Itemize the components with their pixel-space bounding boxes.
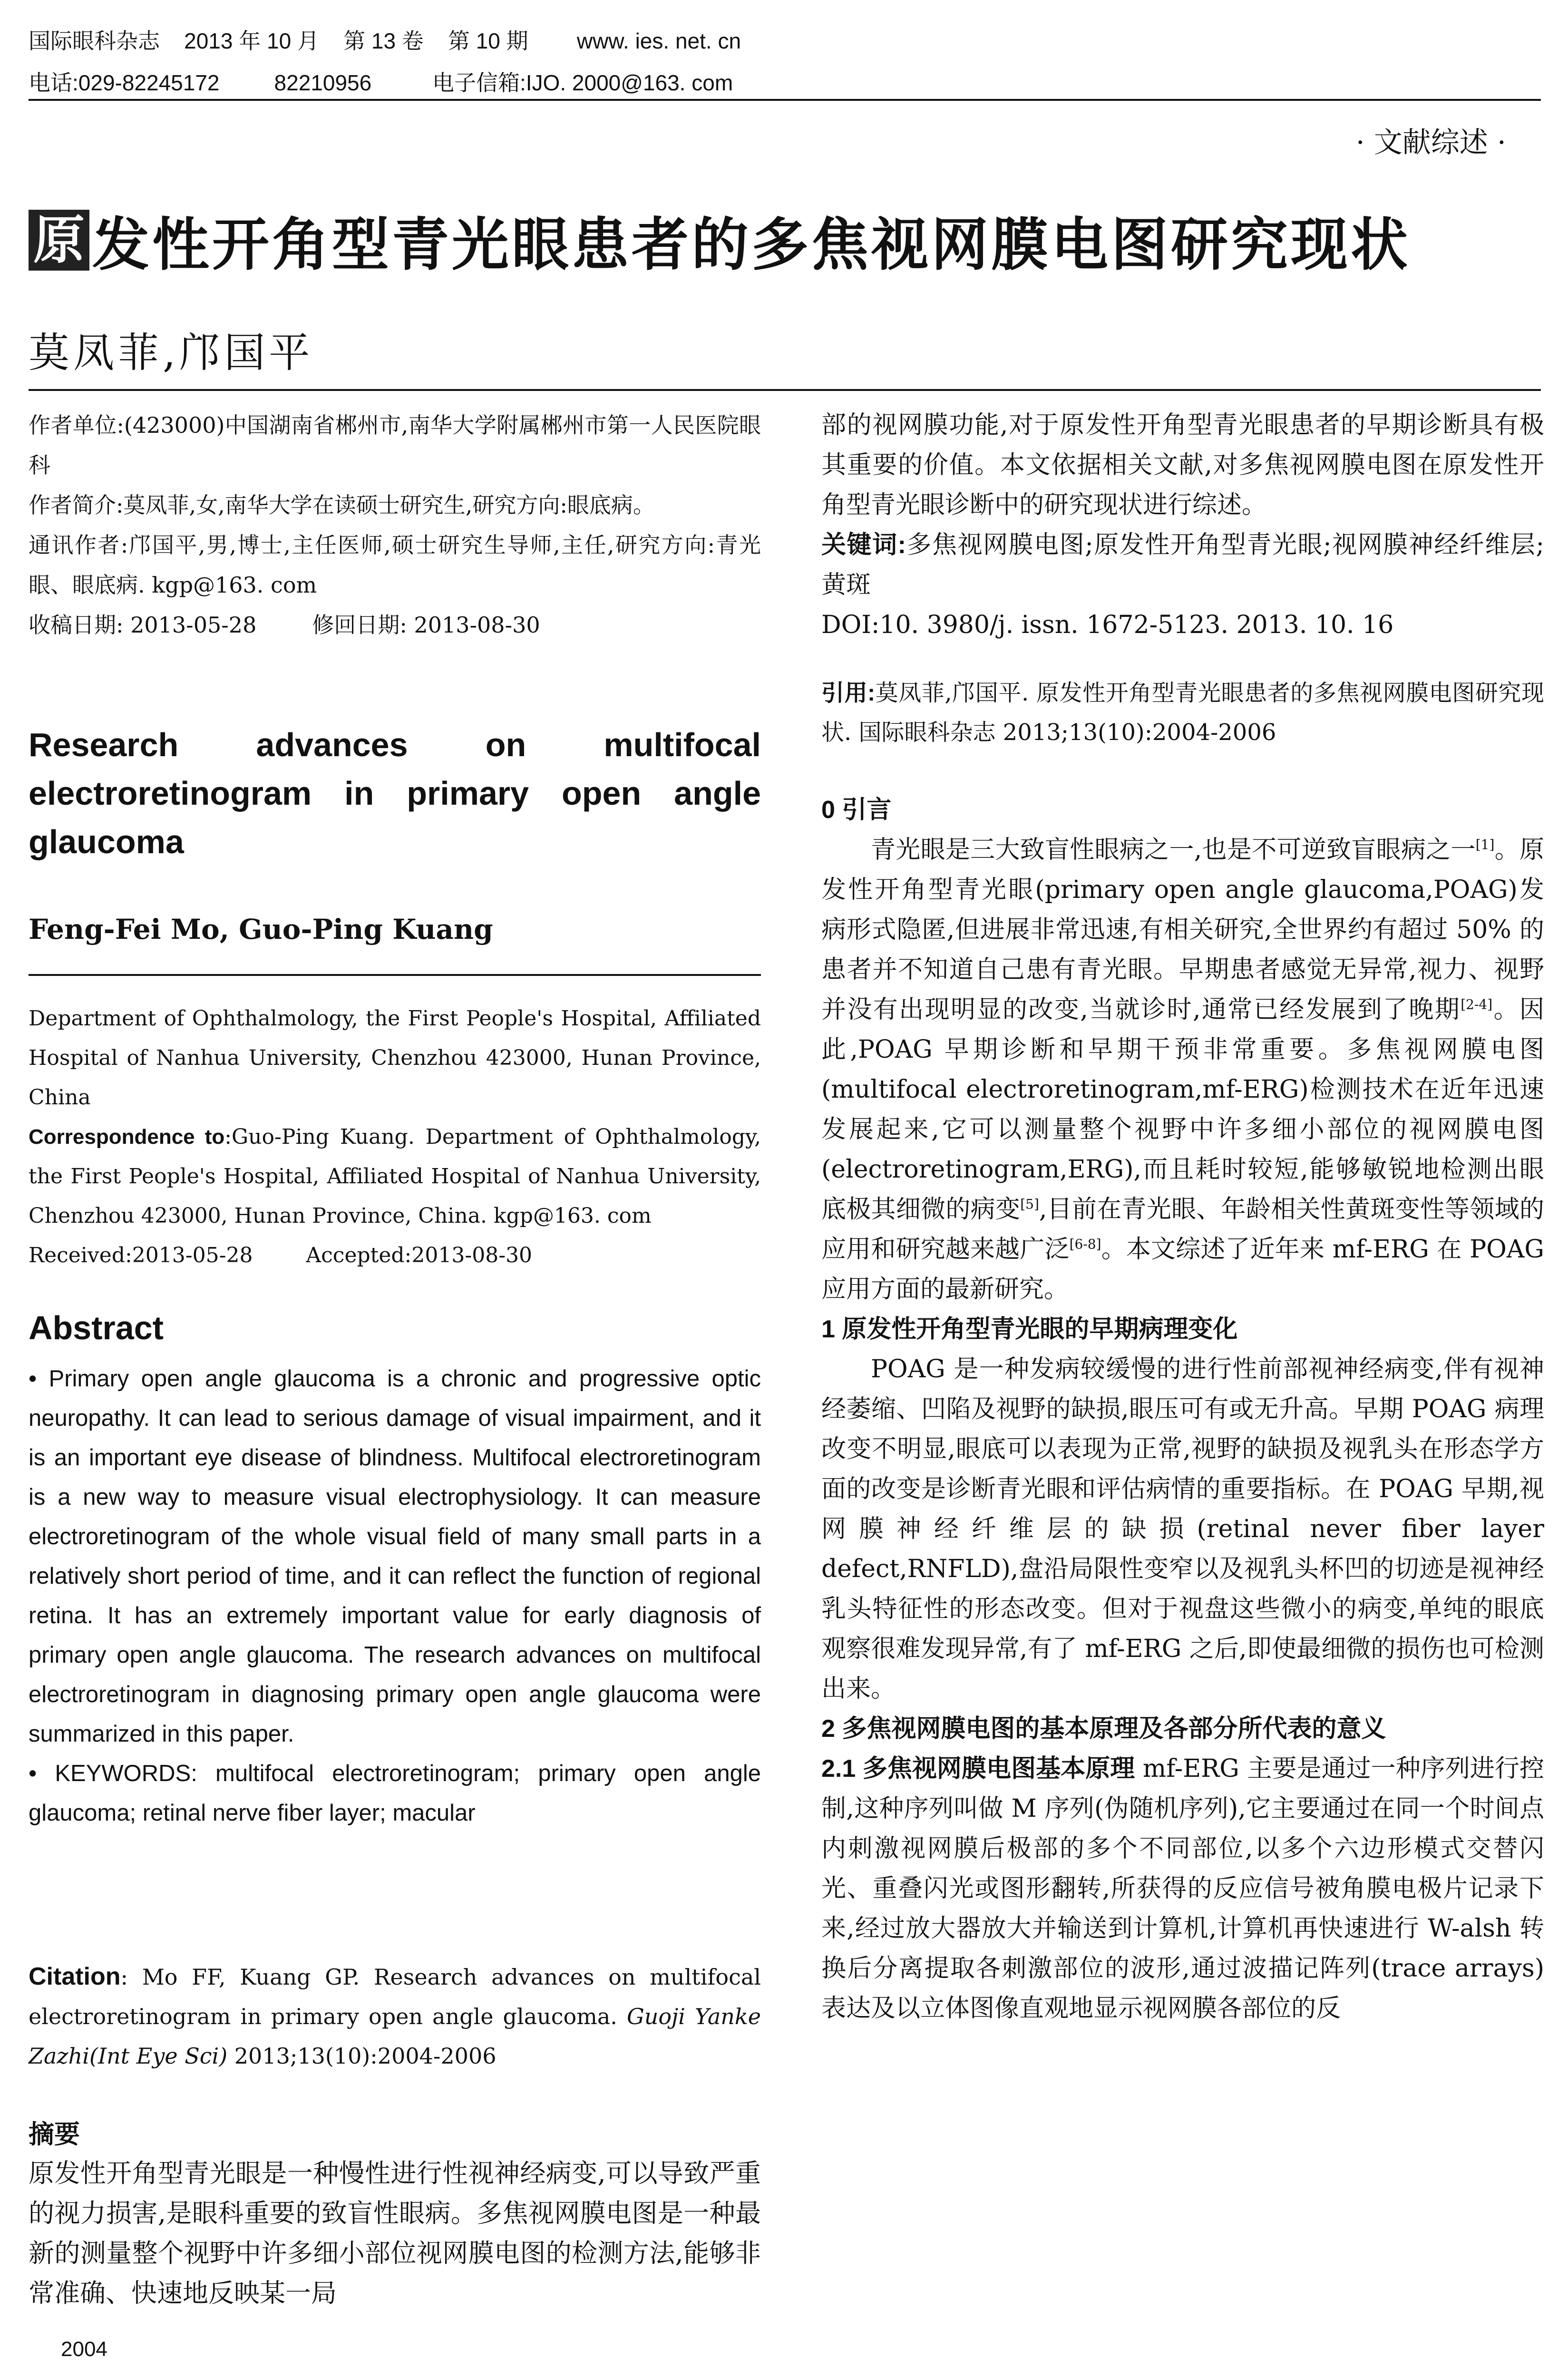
cite-cn-text: 莫凤菲,邝国平. 原发性开角型青光眼患者的多焦视网膜电图研究现状. 国际眼科杂志 2013;13(10):2004-2006 [821, 680, 1544, 746]
citation-label: Citation [29, 1963, 121, 1990]
author-bio: 作者简介:莫凤菲,女,南华大学在读硕士研究生,研究方向:眼底病。 [29, 492, 655, 518]
title-text: 发性开角型青光眼患者的多焦视网膜电图研究现状 [92, 211, 1411, 278]
abstract-body-block [29, 1359, 761, 1833]
journal-header-line2: 电话:029-82245172 82210956 电子信箱:IJO. 2000@163. com [29, 70, 733, 95]
ref-4: [6-8] [1069, 1236, 1101, 1252]
sec2-heading: 2 多焦视网膜电图的基本原理及各部分所代表的意义 [821, 1715, 1386, 1743]
abstract-body: • Primary open angle glaucoma is a chronic and progressive optic neuropathy. It can lead to serious damage of visual impairment, and it is an important eye disease of blindness. Multifocal electroretinogram is a new way to measure visual electrophysiology. It can measure electroretinogram of the whole visual field of many small parts in a relatively short period of time, and it can reflect the function of regional retina. It has an extremely important value for early diagnosis of primary open angle glaucoma. The research advances on multifocal electroretinogram in diagnosing primary open angle glaucoma were summarized in this paper. [29, 1366, 761, 1747]
citation-journal: Guoji Yanke Zazhi(Int Eye Sci) [29, 2004, 761, 2069]
english-title: Research advances on multifocal electroretinogram in primary open angle glaucoma [29, 726, 761, 860]
english-authors: Feng-Fei Mo, Guo-Ping Kuang [29, 913, 493, 945]
affiliation-block [29, 999, 761, 1275]
page-number: 2004 [61, 2338, 107, 2361]
citation-tail: 2013;13(10):2004-2006 [227, 2043, 497, 2069]
sec2-1-heading: 2.1 多焦视网膜电图基本原理 [821, 1755, 1135, 1783]
correspondence-text: :Guo-Ping Kuang. Department of Ophthalmology, the First People's Hospital, Affiliated Hospital of Nanhua University, Chenzhou 423000, Hunan Province, China. kgp@163. com [29, 1125, 761, 1228]
english-authors-rule [29, 974, 761, 976]
sec0-text-a: 青光眼是三大致盲性眼病之一,也是不可逆致盲眼病之一 [871, 836, 1476, 864]
journal-header-line1: 国际眼科杂志 2013 年 10 月 第 13 卷 第 10 期 www. ies. net. cn [29, 29, 741, 53]
doi: DOI:10. 3980/j. issn. 1672-5123. 2013. 10. 16 [821, 611, 1394, 639]
right-column [821, 405, 1544, 2028]
dates-cn: 收稿日期: 2013-05-28 修回日期: 2013-08-30 [29, 612, 540, 638]
ref-2: [2-4] [1461, 996, 1493, 1013]
keywords-cn-text: 多焦视网膜电图;原发性开角型青光眼;视网膜神经纤维层;黄斑 [821, 531, 1544, 599]
meta-cn [29, 405, 761, 645]
header-rule [29, 99, 1541, 101]
abstract-keywords: • KEYWORDS: multifocal electroretinogram; primary open angle glaucoma; retinal nerve fiber layer; macular [29, 1761, 761, 1826]
authors-cn: 莫凤菲,邝国平 [29, 329, 314, 377]
abstract-heading: Abstract [29, 1309, 164, 1346]
ref-3: [5] [1020, 1196, 1039, 1212]
cite-cn-label: 引用: [821, 681, 876, 706]
correspondence-label: Correspondence to [29, 1125, 225, 1149]
corresponding-author: 通讯作者:邝国平,男,博士,主任医师,硕士研究生导师,主任,研究方向:青光眼、眼底病. kgp@163. com [29, 532, 761, 598]
citation-text: : Mo FF, Kuang GP. Research advances on multifocal electroretinogram in primary open angle glaucoma. [29, 1964, 761, 2029]
sec2-1-paragraph: mf-ERG 主要是通过一种序列进行控制,这种序列叫做 M 序列(伪随机序列),它主要通过在同一个时间点内刺激视网膜后极部的多个不同部位,以多个六边形模式交替闪光、重叠闪光或图形翻转,所获得的反应信号被角膜电极片记录下来,经过放大器放大并输送到计算机,计算机再快速进行 W-alsh 转换后分离提取各刺激部位的波形,通过波描记阵列(trace arrays)表达及以立体图像直观地显示视网膜各部位的反 [821, 1754, 1544, 2023]
title-dropcap: 原 [29, 210, 89, 271]
ref-1: [1] [1475, 837, 1495, 853]
author-unit: 作者单位:(423000)中国湖南省郴州市,南华大学附属郴州市第一人民医院眼科 [29, 412, 761, 478]
sec0-text-b: 。原发性开角型青光眼(primary open angle glaucoma,POAG)发病形式隐匿,但进展非常迅速,有相关研究,全世界约有超过 50% 的患者并不知道自己患有青光眼。早期患者感觉无异常,视力、视野并没有出现明显的改变,当就诊时,通常已经发展到了晚期 [821, 836, 1544, 1024]
received-dates: Received:2013-05-28 Accepted:2013-08-30 [29, 1243, 533, 1267]
sec0-heading: 0 引言 [821, 796, 892, 824]
affiliation-dept: Department of Ophthalmology, the First People's Hospital, Affiliated Hospital of Nanhua University, Chenzhou 423000, Hunan Province, China [29, 1006, 761, 1110]
sec0-text-c: 。因此,POAG 早期诊断和早期干预非常重要。多焦视网膜电图(multifocal electroretinogram,mf-ERG)检测技术在近年迅速发展起来,它可以测量整个视野中许多细小部位的视网膜电图(electroretinogram,ERG),而且耗时较短,能够敏锐地检测出眼底极其细微的病变 [821, 995, 1544, 1224]
citation-block [29, 1957, 761, 2076]
sec0-text-e: 。本文综述了近年来 mf-ERG 在 POAG 应用方面的最新研究。 [821, 1235, 1544, 1304]
title-rule [29, 389, 1541, 391]
zhaiyao-heading: 摘要 [29, 2120, 80, 2149]
sec0-text-d: ,目前在青光眼、年龄相关性黄斑变性等领域的应用和研究越来越广泛 [821, 1195, 1544, 1264]
keywords-cn-label: 关键词: [821, 531, 906, 559]
section-tag: · 文献综述 · [1355, 126, 1506, 159]
sec0-paragraph [821, 830, 1544, 1309]
zhaiyao-body-right: 部的视网膜功能,对于原发性开角型青光眼患者的早期诊断具有极其重要的价值。本文依据相关文献,对多焦视网膜电图在原发性开角型青光眼诊断中的研究现状进行综述。 [821, 411, 1544, 519]
zhaiyao-body-left: 原发性开角型青光眼是一种慢性进行性视神经病变,可以导致严重的视力损害,是眼科重要的致盲性眼病。多焦视网膜电图是一种最新的测量整个视野中许多细小部位视网膜电图的检测方法,能够非常准确、快速地反映某一局 [29, 2158, 761, 2308]
sec1-paragraph: POAG 是一种发病较缓慢的进行性前部视神经病变,伴有视神经萎缩、凹陷及视野的缺损,眼压可有或无升高。早期 POAG 病理改变不明显,眼底可以表现为正常,视野的缺损及视乳头在形态学方面的改变是诊断青光眼和评估病情的重要指标。在 POAG 早期,视网膜神经纤维层的缺损(retinal never fiber layer defect,RNFLD),盘沿局限性变窄以及视乳头杯凹的切迹是视神经乳头特征性的形态改变。但对于视盘这些微小的病变,单纯的眼底观察很难发现异常,有了 mf-ERG 之后,即使最细微的损伤也可检测出来。 [821, 1355, 1544, 1703]
correspondence [29, 1117, 761, 1236]
article-title [29, 202, 1411, 278]
sec1-heading: 1 原发性开角型青光眼的早期病理变化 [821, 1315, 1238, 1343]
